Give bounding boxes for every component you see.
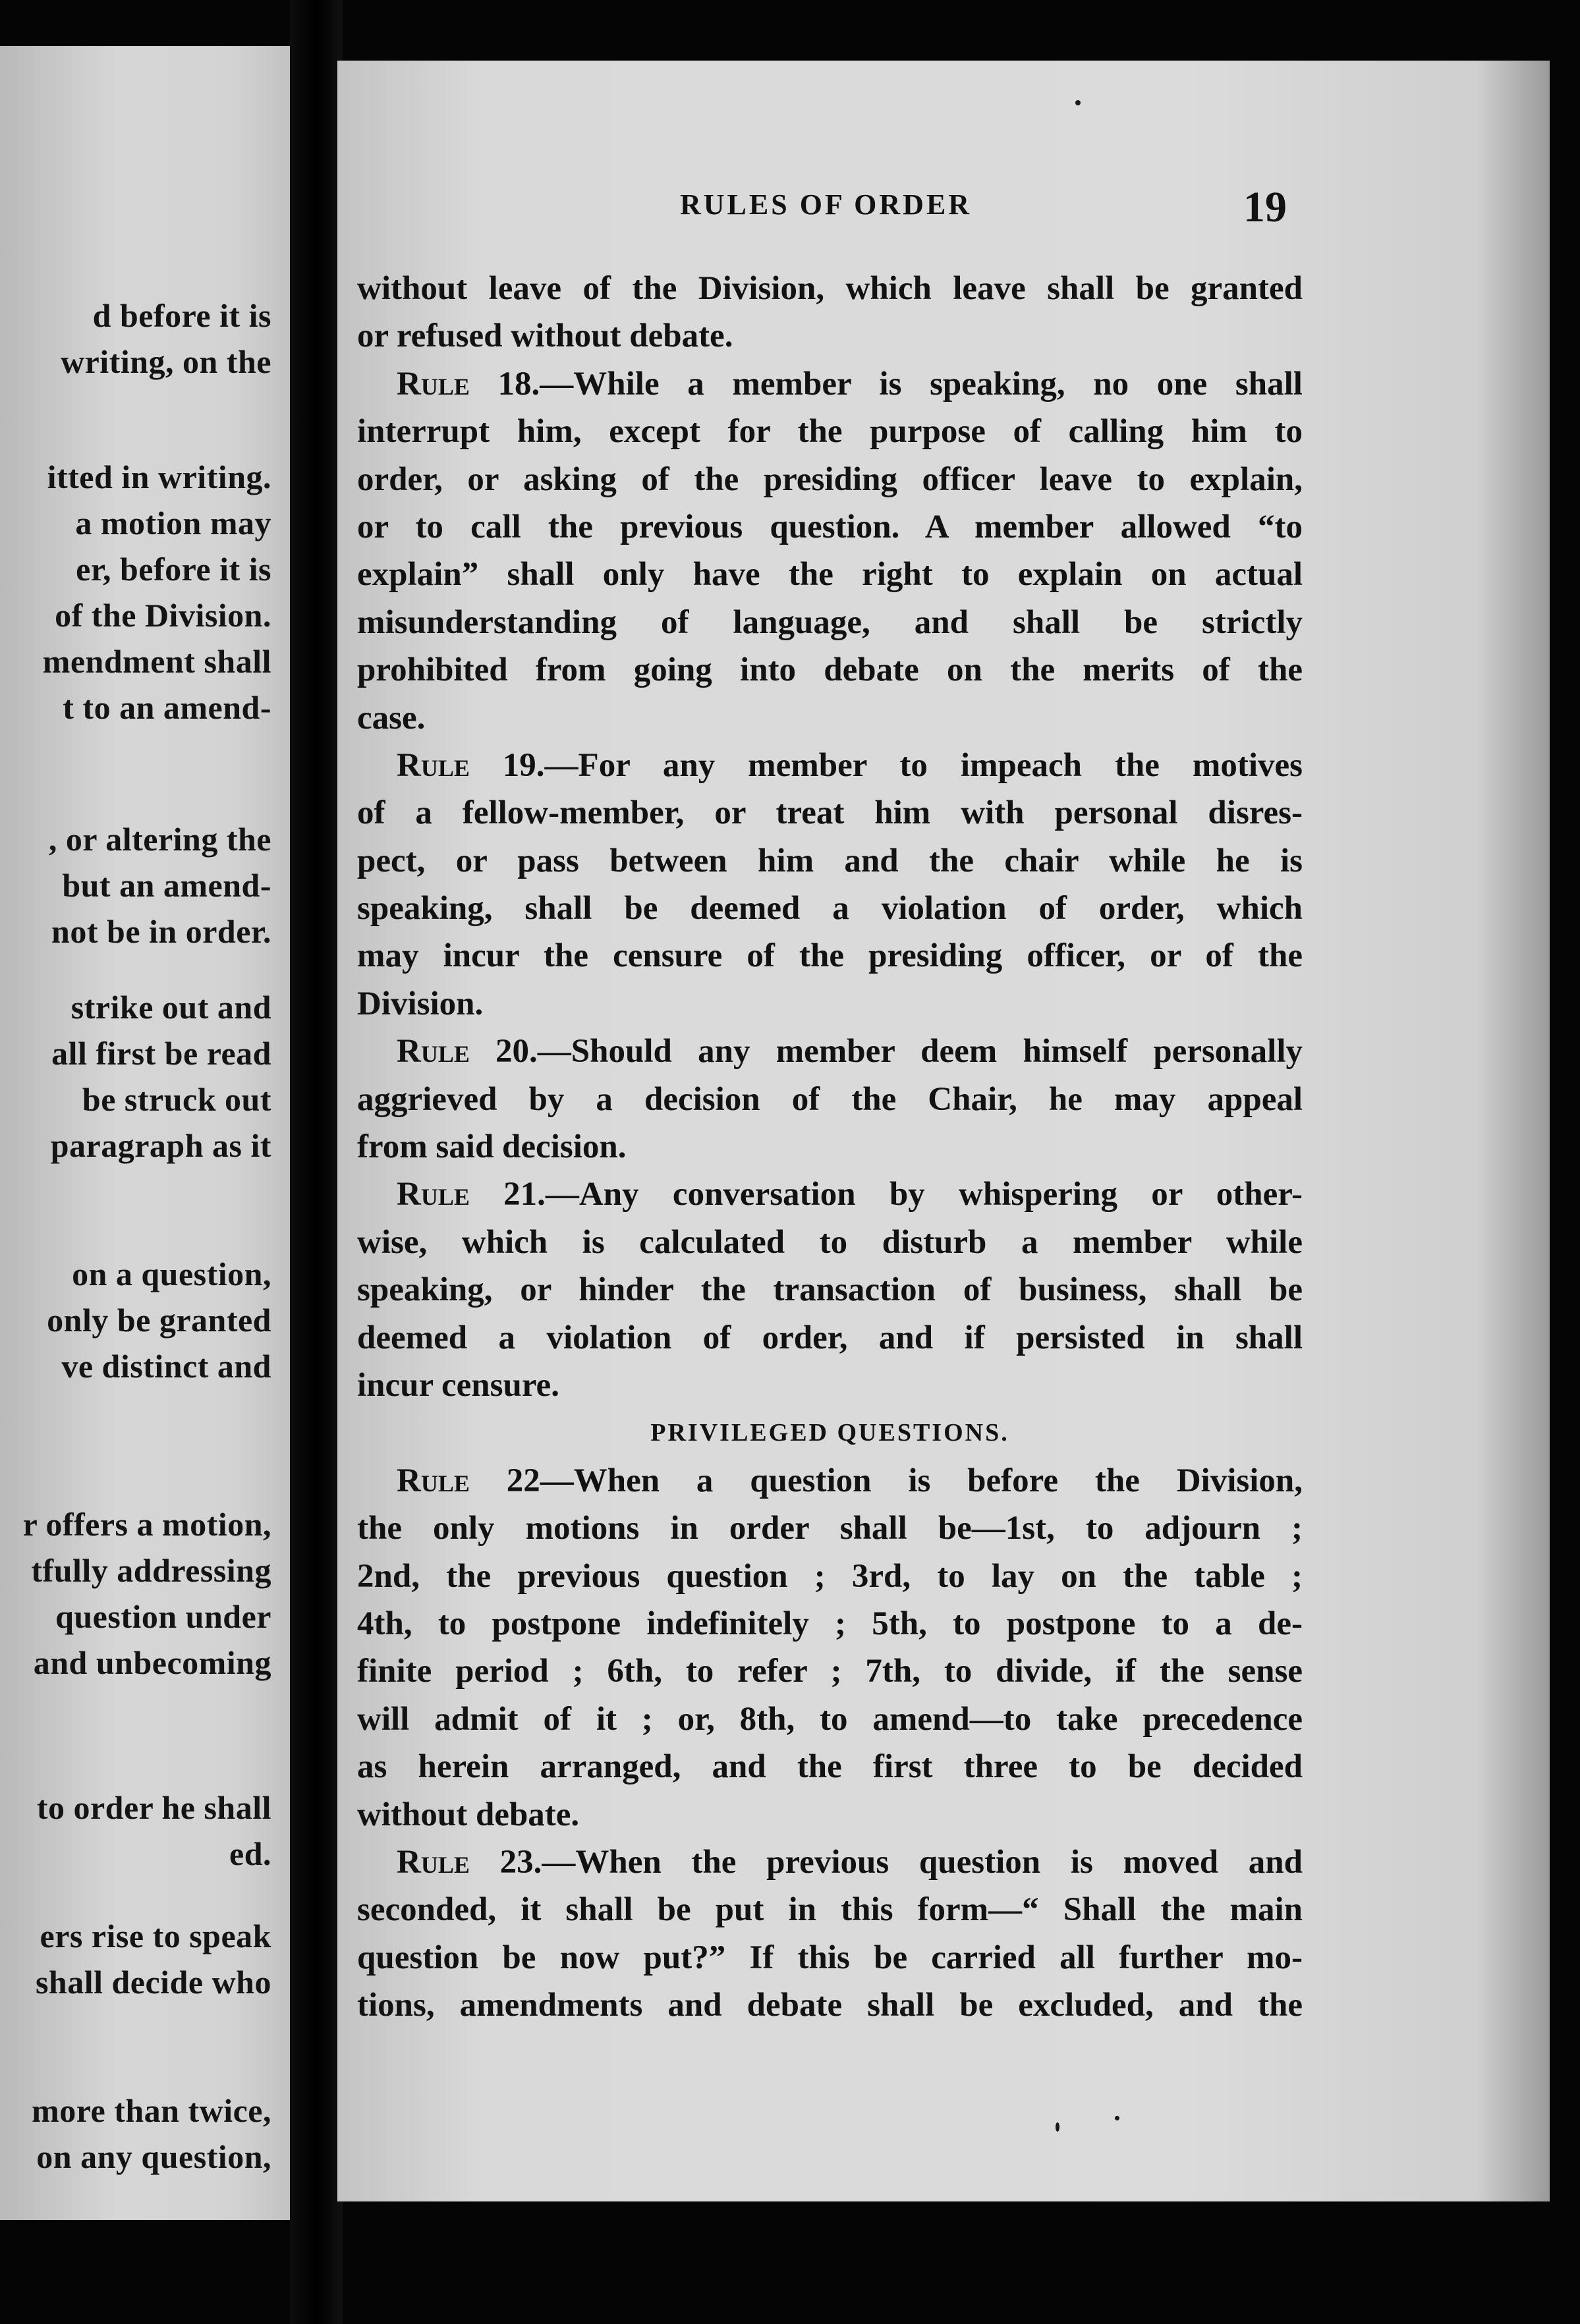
text-line: pect, or pass between him and the chair while he is: [357, 842, 1303, 879]
facing-page-fragment: all first be read: [51, 1035, 271, 1072]
rule-21-first-line: [357, 1171, 1303, 1218]
text-line: Division.: [357, 985, 484, 1022]
facing-page-fragment: ve distinct and: [61, 1348, 271, 1385]
facing-page-fragment: and unbecoming: [33, 1644, 271, 1681]
text-line: aggrieved by a decision of the Chair, he may appeal: [357, 1080, 1303, 1118]
facing-page-fragment: to order he shall: [36, 1789, 271, 1826]
text-line: seconded, it shall be put in this form—“ Shall the main: [357, 1891, 1303, 1929]
facing-page-fragment: strike out and: [71, 989, 271, 1026]
text-line: misunderstanding of language, and shall be strictly: [357, 603, 1303, 641]
text-line: or refused without debate.: [357, 318, 733, 355]
facing-page-fragment: a motion may: [75, 505, 271, 541]
facing-page-fragment: mendment shall: [42, 643, 271, 680]
facing-page-fragment: of the Division.: [55, 597, 271, 634]
facing-page-fragment: d before it is: [92, 297, 271, 334]
rule-22-first-line: [357, 1457, 1303, 1505]
facing-page-fragment: only be granted: [47, 1302, 271, 1339]
text-line: or to call the previous question. A member allowed “to: [357, 508, 1303, 545]
facing-page-fragment: on any question,: [36, 2138, 271, 2175]
rule-22-label: Rule 22: [397, 1462, 540, 1499]
section-heading-privileged-questions: PRIVILEGED QUESTIONS.: [650, 1419, 1009, 1447]
text-line: as herein arranged, and the first three to be decided: [357, 1748, 1303, 1786]
text-line-rest: —When the previous question is moved and: [542, 1843, 1303, 1881]
book-gutter: [290, 0, 343, 2324]
rule-18-first-line: [357, 360, 1303, 408]
facing-page-fragment: more than twice,: [32, 2092, 271, 2129]
text-line: deemed a violation of order, and if persisted in shall: [357, 1319, 1303, 1356]
rule-20-label: Rule 20.: [397, 1033, 538, 1070]
text-line: the only motions in order shall be—1st, to adjourn ;: [357, 1510, 1303, 1547]
facing-page-fragment: shall decide who: [35, 1964, 271, 2001]
facing-page-fragment: itted in writing.: [47, 458, 271, 495]
text-line: without debate.: [357, 1796, 580, 1833]
text-line: 2nd, the previous question ; 3rd, to lay on the table ;: [357, 1557, 1303, 1595]
rule-18-label: Rule 18.: [397, 365, 540, 402]
facing-page-fragment: t to an amend-: [63, 689, 271, 726]
text-line: question be now put?” If this be carried all further mo-: [357, 1939, 1303, 1976]
rule-21-label: Rule 21.: [397, 1176, 546, 1213]
running-head-title: RULES OF ORDER: [680, 188, 973, 221]
rule-23-first-line: [357, 1839, 1303, 1886]
facing-page-fragment: , or altering the: [48, 821, 271, 858]
page-body-text: [357, 265, 1303, 2029]
text-line: tions, amendments and debate shall be excluded, and the: [357, 1987, 1303, 2024]
text-line: speaking, shall be deemed a violation of order, which: [357, 890, 1303, 927]
text-line-rest: —Should any member deem himself personally: [537, 1033, 1303, 1070]
facing-page-fragment: er, before it is: [76, 551, 271, 588]
running-head: [337, 182, 1550, 235]
facing-page-fragment: paragraph as it: [50, 1127, 271, 1164]
text-line: 4th, to postpone indefinitely ; 5th, to postpone to a de-: [357, 1605, 1303, 1642]
facing-page-left: [0, 46, 290, 2220]
text-line: will admit of it ; or, 8th, to amend—to take precedence: [357, 1700, 1303, 1738]
facing-page-fragment: ers rise to speak: [40, 1918, 271, 1954]
text-line: explain” shall only have the right to explain on actual: [357, 556, 1303, 594]
facing-page-fragment: writing, on the: [61, 343, 271, 380]
facing-page-fragment: on a question,: [72, 1256, 271, 1292]
facing-page-fragment: ed.: [229, 1835, 271, 1872]
text-line: prohibited from going into debate on the merits of the: [357, 651, 1303, 689]
text-line: speaking, or hinder the transaction of business, shall be: [357, 1271, 1303, 1309]
facing-page-fragment: but an amend-: [62, 867, 271, 904]
ink-speck: [1056, 2122, 1059, 2132]
text-line: from said decision.: [357, 1128, 627, 1166]
page-number: 19: [1243, 183, 1287, 231]
text-line-rest: —When a question is before the Division,: [540, 1462, 1303, 1499]
page-19: [337, 61, 1550, 2201]
text-line-rest: —Any conversation by whispering or other-: [545, 1176, 1303, 1213]
text-line: order, or asking of the presiding officer leave to explain,: [357, 460, 1303, 498]
ink-speck: [1115, 2116, 1119, 2120]
text-line: without leave of the Division, which leave shall be granted: [357, 270, 1303, 307]
text-line: case.: [357, 699, 426, 736]
text-line-rest: —While a member is speaking, no one shall: [540, 365, 1303, 402]
ink-speck: [1075, 100, 1081, 105]
facing-page-fragment: not be in order.: [51, 913, 271, 950]
text-line: incur censure.: [357, 1366, 559, 1404]
rule-20-first-line: [357, 1028, 1303, 1075]
text-line: interrupt him, except for the purpose of calling him to: [357, 413, 1303, 451]
facing-page-fragment: r offers a motion,: [22, 1506, 271, 1543]
facing-page-fragment: be struck out: [82, 1081, 271, 1118]
rule-19-label: Rule 19.: [397, 746, 545, 784]
text-line: finite period ; 6th, to refer ; 7th, to divide, if the sense: [357, 1653, 1303, 1690]
facing-page-fragment: tfully addressing: [31, 1552, 271, 1589]
rule-19-first-line: [357, 742, 1303, 789]
text-line-rest: —For any member to impeach the motives: [544, 746, 1303, 784]
rule-23-label: Rule 23.: [397, 1843, 542, 1881]
facing-page-fragment: question under: [55, 1598, 271, 1635]
text-line: may incur the censure of the presiding officer, or of the: [357, 937, 1303, 975]
text-line: of a fellow-member, or treat him with personal disres-: [357, 794, 1303, 832]
text-line: wise, which is calculated to disturb a member while: [357, 1223, 1303, 1261]
